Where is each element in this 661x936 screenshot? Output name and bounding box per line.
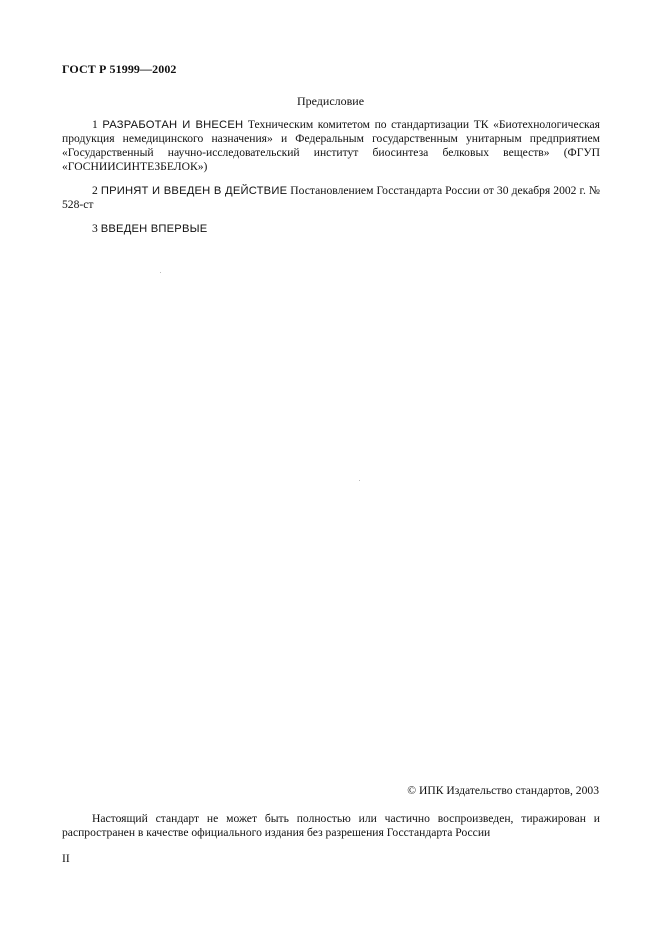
scan-speck — [359, 480, 360, 481]
item-number: 3 — [92, 222, 98, 235]
scan-speck — [160, 272, 161, 273]
foreword-item-2 — [62, 184, 600, 212]
copyright-line: © ИПК Издательство стандартов, 2003 — [407, 784, 599, 797]
foreword-item-1 — [62, 118, 600, 174]
item-lead: РАЗРАБОТАН И ВНЕСЕН — [102, 119, 244, 131]
item-lead: ВВЕДЕН ВПЕРВЫЕ — [100, 223, 208, 235]
item-number: 2 — [92, 184, 98, 197]
item-text: Постановлением Госстандарта России от 30 декабря 2002 г. № 528-ст — [62, 184, 600, 211]
item-number: 1 — [92, 118, 98, 131]
reproduction-notice: Настоящий стандарт не может быть полностью или частично воспроизведен, тиражирован и распространен в качестве официального издания без разрешения Госстандарта России — [62, 812, 600, 839]
item-lead: ПРИНЯТ И ВВЕДЕН В ДЕЙСТВИЕ — [100, 185, 288, 197]
foreword-item-3 — [62, 222, 600, 236]
document-header: ГОСТ Р 51999—2002 — [62, 62, 177, 76]
page-number: II — [62, 852, 70, 865]
foreword-title: Предисловие — [296, 94, 365, 108]
item-text: Техническим комитетом по стандартизации ТК «Биотехнологическая продукция немедицинского назначения» и Федеральным государственным унитарным предприятием «Государственный научно-исследовательский институт биосинтеза белковых веществ» (ФГУП «ГОСНИИСИНТЕЗБЕЛОК») — [62, 118, 600, 173]
